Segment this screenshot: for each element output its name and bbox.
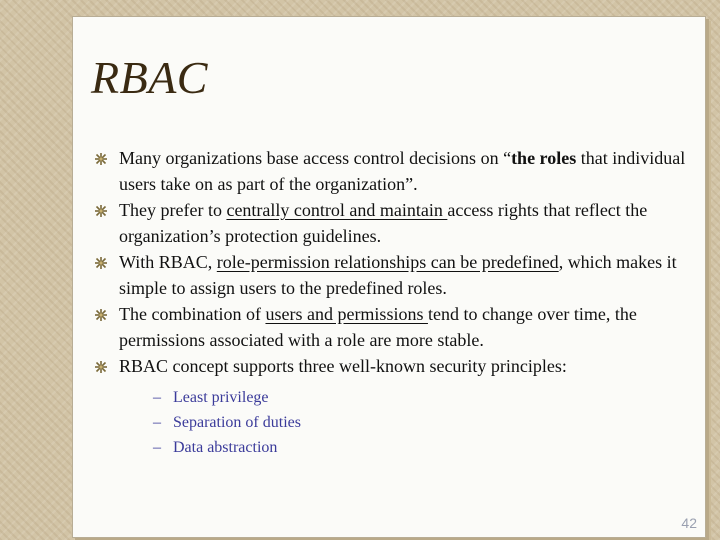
- bullet-item: [95, 249, 695, 301]
- slide-panel: [72, 16, 706, 538]
- bullet-list: [95, 145, 695, 460]
- sub-bullet-text: Separation of duties: [173, 414, 301, 431]
- bold-text: the roles: [511, 148, 577, 168]
- page-number: 42: [681, 515, 697, 531]
- bullet-text: The combination of: [119, 304, 266, 324]
- star-bullet-icon: [95, 309, 107, 321]
- underlined-text: users and permissions: [265, 304, 428, 324]
- sub-bullet-item: [153, 435, 695, 460]
- bullet-item: [95, 197, 695, 249]
- slide-title: RBAC: [91, 52, 208, 103]
- bullet-item: [95, 145, 695, 197]
- bullet-text: RBAC concept supports three well-known security principles:: [119, 356, 567, 376]
- bullet-text: that individual users take on as part of the organization”.: [119, 148, 686, 194]
- star-bullet-icon: [95, 361, 107, 373]
- sub-bullet-text: Data abstraction: [173, 439, 278, 456]
- underlined-text: centrally control and maintain: [226, 200, 448, 220]
- bullet-text: With RBAC,: [119, 252, 217, 272]
- star-bullet-icon: [95, 205, 107, 217]
- star-bullet-icon: [95, 257, 107, 269]
- bullet-item: [95, 301, 695, 353]
- underlined-text: role-permission relationships can be predefined: [216, 252, 559, 272]
- bullet-text: They prefer to: [119, 200, 227, 220]
- dash-marker: –: [153, 414, 161, 431]
- bullet-text: tend to change over time, the permissions associated with a role are more stable.: [119, 304, 637, 350]
- bullet-text: access rights that reflect the organization’s protection guidelines.: [119, 200, 648, 246]
- bullet-text: Many organizations base access control decisions on “: [119, 148, 512, 168]
- sub-bullet-item: [153, 385, 695, 410]
- sub-bullet-list: [119, 385, 695, 460]
- star-bullet-icon: [95, 153, 107, 165]
- bullet-item: [95, 353, 695, 460]
- sub-bullet-item: [153, 410, 695, 435]
- dash-marker: –: [153, 389, 161, 406]
- bullet-text: , which makes it simple to assign users to the predefined roles.: [119, 252, 677, 298]
- dash-marker: –: [153, 439, 161, 456]
- sub-bullet-text: Least privilege: [173, 389, 269, 406]
